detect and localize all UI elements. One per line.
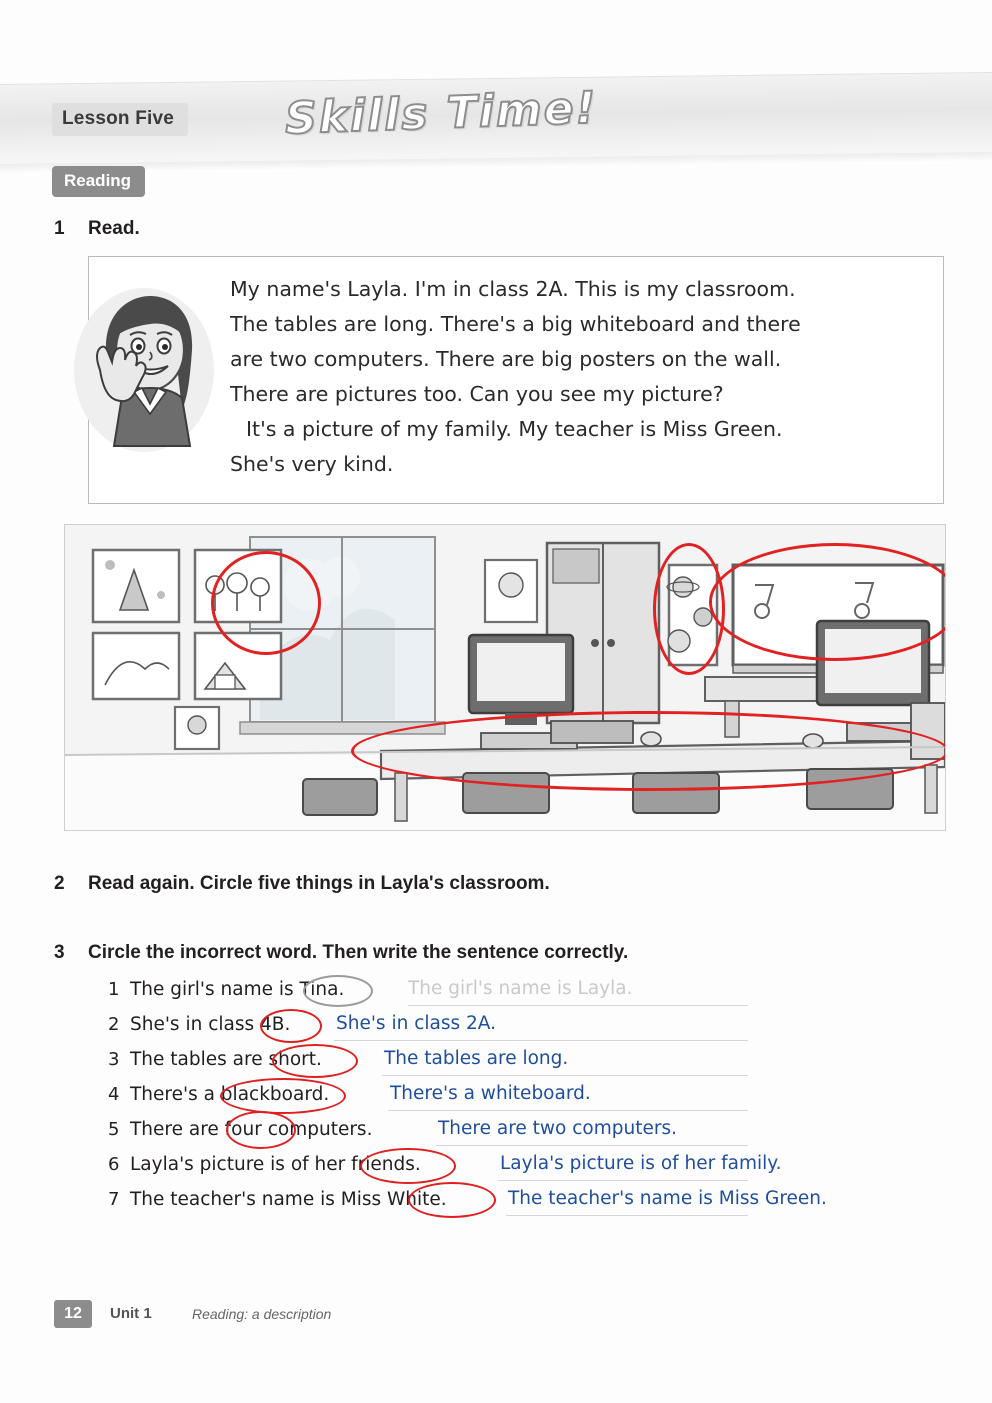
answer-rule	[506, 1215, 748, 1216]
answer-rule	[382, 1075, 748, 1076]
item-sentence: The girl's name is Tina.	[130, 979, 345, 1000]
exercise-3-item	[108, 1185, 948, 1220]
item-number: 1	[108, 979, 120, 1000]
passage-line-3: are two computers. There are big posters on the wall.	[230, 347, 782, 371]
exercise-3-item	[108, 975, 948, 1010]
reading-passage	[230, 272, 920, 482]
exercise-3-item	[108, 1115, 948, 1150]
exercise-3-instruction: Circle the incorrect word. Then write the sentence correctly.	[88, 942, 629, 963]
lesson-label: Lesson Five	[52, 103, 188, 136]
passage-line-2: The tables are long. There's a big whiteboard and there	[230, 312, 801, 336]
answer-rule	[388, 1110, 748, 1111]
exercise-3-item	[108, 1045, 948, 1080]
exercise-3-items	[108, 975, 948, 1220]
passage-line-1: My name's Layla. I'm in class 2A. This is my classroom.	[230, 277, 796, 301]
passage-line-6: She's very kind.	[230, 452, 394, 476]
page-number: 12	[54, 1300, 92, 1328]
exercise-3-item	[108, 1010, 948, 1045]
item-answer[interactable]: The teacher's name is Miss Green.	[508, 1188, 827, 1209]
classroom-illustration	[64, 524, 946, 831]
avatar	[70, 278, 218, 456]
section-label: Reading	[52, 166, 145, 197]
item-number: 6	[108, 1154, 120, 1175]
exercise-1-number: 1	[54, 218, 65, 239]
answer-rule	[334, 1040, 748, 1041]
item-sentence: The teacher's name is Miss White.	[130, 1189, 447, 1210]
item-answer[interactable]: There are two computers.	[438, 1118, 677, 1139]
banner-title: Skills Time!	[284, 82, 599, 145]
answer-rule	[408, 1005, 748, 1006]
item-answer[interactable]: She's in class 2A.	[336, 1013, 496, 1034]
item-answer[interactable]: The tables are long.	[384, 1048, 569, 1069]
answer-rule	[498, 1180, 748, 1181]
answer-rule	[436, 1145, 748, 1146]
item-sentence: There are four computers.	[130, 1119, 373, 1140]
passage-line-4: There are pictures too. Can you see my picture?	[230, 382, 724, 406]
exercise-3-item	[108, 1080, 948, 1115]
item-answer[interactable]: There's a whiteboard.	[390, 1083, 591, 1104]
exercise-2-number: 2	[54, 873, 65, 894]
exercise-3-number: 3	[54, 942, 65, 963]
item-sentence: There's a blackboard.	[130, 1084, 330, 1105]
passage-line-5: It's a picture of my family. My teacher is Miss Green.	[246, 417, 783, 441]
item-sentence: The tables are short.	[130, 1049, 322, 1070]
item-sentence: She's in class 4B.	[130, 1014, 291, 1035]
exercise-3-item	[108, 1150, 948, 1185]
item-number: 5	[108, 1119, 120, 1140]
footer-description: Reading: a description	[192, 1306, 332, 1322]
item-answer[interactable]: Layla's picture is of her family.	[500, 1153, 782, 1174]
item-sentence: Layla's picture is of her friends.	[130, 1154, 421, 1175]
exercise-1-instruction: Read.	[88, 218, 140, 239]
item-answer[interactable]: The girl's name is Layla.	[408, 978, 633, 999]
item-number: 7	[108, 1189, 120, 1210]
footer-unit: Unit 1	[110, 1305, 152, 1322]
exercise-2-instruction: Read again. Circle five things in Layla's classroom.	[88, 873, 550, 894]
item-number: 4	[108, 1084, 120, 1105]
item-number: 2	[108, 1014, 120, 1035]
item-number: 3	[108, 1049, 120, 1070]
